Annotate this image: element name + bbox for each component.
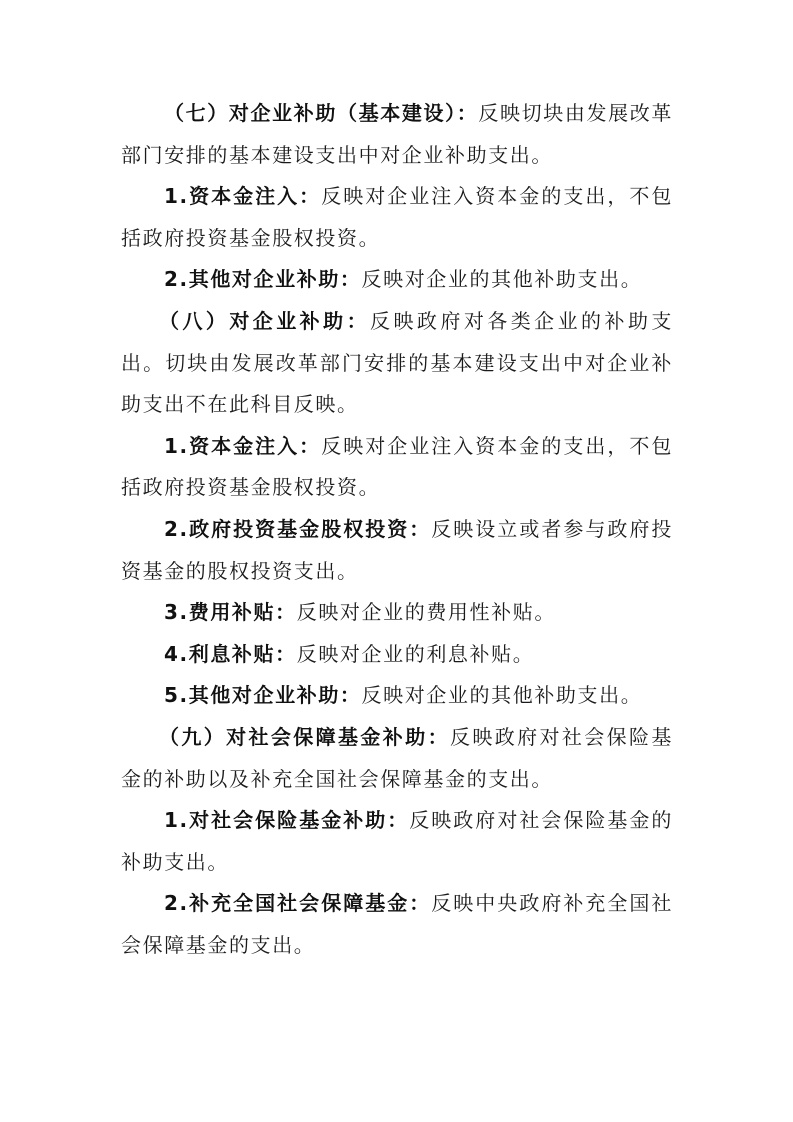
paragraph-text: 反映对企业注入资本金的支出，不包括政府投资基金股权投资。	[121, 433, 673, 500]
document-body	[121, 93, 673, 966]
paragraph-text: 反映对企业的费用性补贴。	[296, 600, 556, 625]
paragraph-heading: 5.其他对企业补助：	[164, 683, 362, 708]
paragraph-qi	[121, 93, 673, 176]
paragraph-text: 反映对企业的其他补助支出。	[361, 267, 643, 292]
paragraph-ba-1	[121, 426, 673, 509]
paragraph-heading: 3.费用补贴：	[164, 600, 297, 625]
paragraph-heading: 2.补充全国社会保障基金：	[164, 891, 432, 916]
paragraph-ba-3	[121, 592, 673, 634]
paragraph-text: 反映中央政府补充全国社会保障基金的支出。	[121, 891, 673, 957]
paragraph-heading: 1.资本金注入：	[164, 184, 322, 209]
paragraph-jiu	[121, 717, 673, 800]
paragraph-qi-1	[121, 176, 673, 259]
paragraph-heading: 2.其他对企业补助：	[164, 267, 362, 292]
paragraph-heading: 1.对社会保险基金补助：	[164, 808, 410, 833]
paragraph-heading: （八）对企业补助：	[159, 308, 371, 333]
paragraph-text: 反映切块由发展改革部门安排的基本建设支出中对企业补助支出。	[121, 101, 673, 167]
paragraph-text: 反映对企业的利息补贴。	[296, 641, 535, 666]
paragraph-text: 反映政府对各类企业的补助支出。切块由发展改革部门安排的基本建设支出中对企业补助支出不在此科目反映。	[121, 308, 673, 417]
paragraph-qi-2	[121, 259, 673, 301]
paragraph-ba-5	[121, 675, 673, 717]
paragraph-ba	[121, 301, 673, 426]
paragraph-ba-4	[121, 634, 673, 676]
paragraph-text: 反映对企业的其他补助支出。	[361, 683, 643, 708]
paragraph-heading: 4.利息补贴：	[164, 641, 297, 666]
paragraph-text: 反映设立或者参与政府投资基金的股权投资支出。	[121, 516, 673, 583]
paragraph-heading: （七）对企业补助（基本建设）：	[164, 101, 479, 125]
paragraph-jiu-1	[121, 800, 673, 883]
paragraph-heading: 2.政府投资基金股权投资：	[164, 516, 432, 541]
paragraph-text: 反映政府对社会保险基金的补助以及补充全国社会保障基金的支出。	[121, 724, 673, 791]
paragraph-text: 反映对企业注入资本金的支出，不包括政府投资基金股权投资。	[121, 184, 673, 250]
paragraph-text: 反映政府对社会保险基金的补助支出。	[121, 808, 674, 874]
paragraph-jiu-2	[121, 883, 673, 966]
paragraph-heading: 1.资本金注入：	[164, 433, 322, 458]
paragraph-heading: （九）对社会保障基金补助：	[159, 724, 450, 749]
paragraph-ba-2	[121, 509, 673, 592]
